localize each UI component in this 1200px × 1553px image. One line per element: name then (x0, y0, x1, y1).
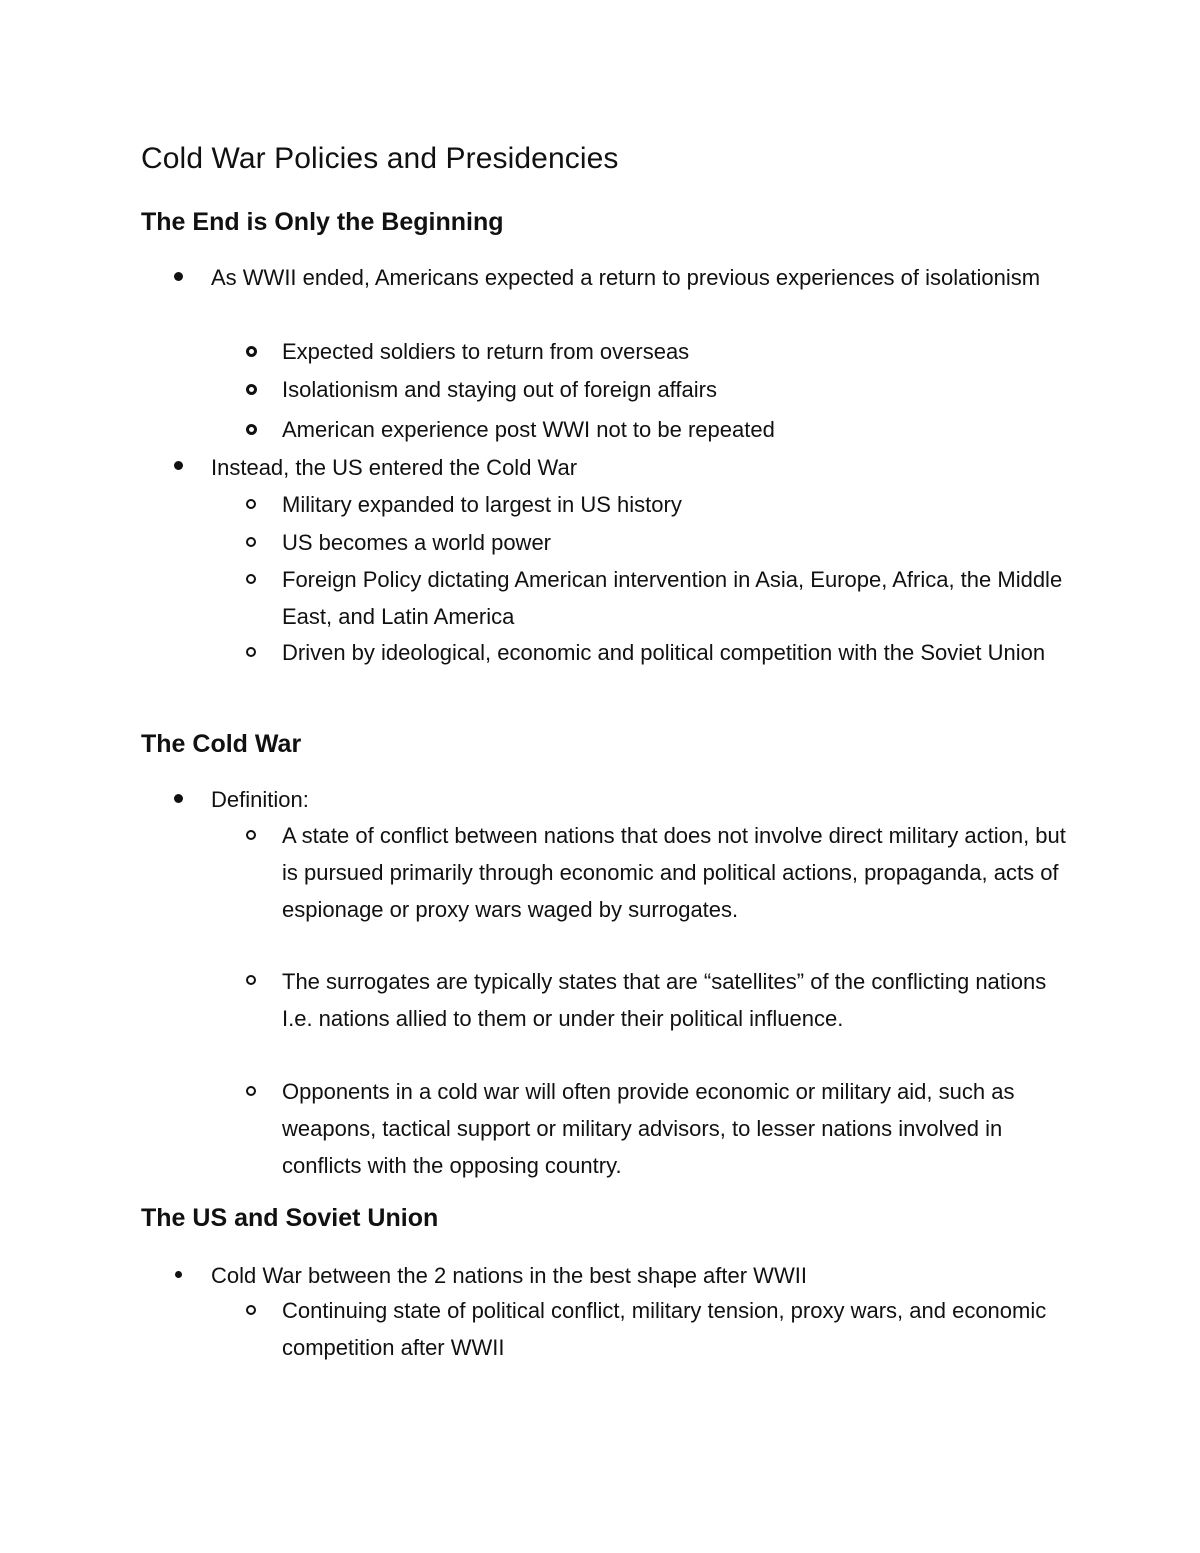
list-item (211, 1257, 1071, 1294)
sub-list-item (282, 817, 1072, 928)
bullet-disc-icon (175, 1271, 182, 1278)
sub-list-item-text: Isolationism and staying out of foreign affairs (282, 377, 717, 402)
sub-list-item-text: Military expanded to largest in US history (282, 492, 682, 517)
section-heading: The US and Soviet Union (141, 1204, 439, 1232)
list-item-text: Definition: (211, 787, 309, 812)
list-item-text: As WWII ended, Americans expected a return to previous experiences of isolationism (211, 265, 1041, 290)
list-item (211, 449, 1071, 486)
sub-list-item-text: Driven by ideological, economic and political competition with the Soviet Union (282, 640, 1046, 665)
bullet-ring-icon (246, 424, 257, 435)
section-heading: The End is Only the Beginning (141, 208, 504, 236)
bullet-ring-icon (246, 830, 256, 840)
list-item (211, 781, 1071, 818)
bullet-ring-icon (246, 499, 256, 509)
bullet-disc-icon (174, 272, 183, 281)
bullet-disc-icon (174, 461, 183, 470)
list-item-text: Cold War between the 2 nations in the best shape after WWII (211, 1263, 807, 1288)
sub-list-item (282, 333, 1072, 370)
sub-list-item-text: Expected soldiers to return from overseas (282, 339, 690, 364)
bullet-ring-icon (246, 574, 256, 584)
sub-list-item-text: Continuing state of political conflict, military tension, proxy wars, and economic competition after WWII (282, 1298, 1047, 1360)
sub-list-item-text: US becomes a world power (282, 530, 552, 555)
sub-list-item (282, 634, 1072, 671)
bullet-ring-icon (246, 1086, 256, 1096)
sub-list-item (282, 371, 1072, 408)
sub-list-item-text: A state of conflict between nations that does not involve direct military action, but is pursued primarily through economic and political actions, propaganda, acts of espionage or proxy wars waged by surrogates. (282, 823, 1066, 922)
sub-list-item (282, 1292, 1072, 1366)
sub-list-item (282, 524, 1072, 561)
bullet-ring-icon (246, 1305, 256, 1315)
document-title: Cold War Policies and Presidencies (141, 142, 619, 175)
sub-list-item (282, 1073, 1072, 1184)
bullet-ring-icon (246, 975, 256, 985)
sub-list-item-text: Foreign Policy dictating American intervention in Asia, Europe, Africa, the Middle East, and Latin America (282, 567, 1063, 629)
bullet-ring-icon (246, 537, 256, 547)
sub-list-item (282, 561, 1072, 635)
section-heading: The Cold War (141, 730, 302, 758)
sub-list-item-text: Opponents in a cold war will often provide economic or military aid, such as weapons, tactical support or military advisors, to lesser nations involved in conflicts with the opposing country. (282, 1079, 1015, 1178)
sub-list-item (282, 411, 1072, 448)
bullet-ring-icon (246, 384, 257, 395)
bullet-ring-icon (246, 346, 257, 357)
bullet-disc-icon (174, 794, 183, 803)
bullet-ring-icon (246, 647, 256, 657)
list-item-text: Instead, the US entered the Cold War (211, 455, 578, 480)
sub-list-item (282, 486, 1072, 523)
sub-list-item-text: American experience post WWI not to be repeated (282, 417, 775, 442)
list-item (211, 259, 1071, 296)
sub-list-item (282, 963, 1072, 1037)
sub-list-item-text: The surrogates are typically states that are “satellites” of the conflicting nations I.e. nations allied to them or under their political influence. (282, 969, 1047, 1031)
